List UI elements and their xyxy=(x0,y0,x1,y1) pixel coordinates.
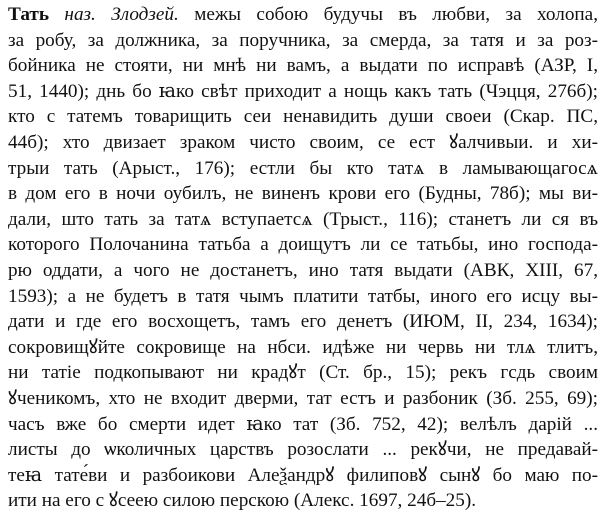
entry-line: ни татіе подкопывают ни крадꙋт (Ст. бр., 15); рекъ гсдь своим xyxy=(8,362,598,384)
entry-line: дали, што тать за татѧ вступаетсѧ (Трыст., 116); станетъ ли ся въ xyxy=(8,208,598,230)
entry-line: теꙗ тате́ви и разбоикови Алеѯандрꙋ филиповꙋ сынꙋ бо маю по- xyxy=(8,464,598,486)
entry-grammar: наз. Злодзей. xyxy=(64,4,179,25)
entry-line: листы до ѡколичных царствъ розослати ... рекꙋчи, не предавай- xyxy=(8,439,598,461)
entry-line: трыи тать (Арыст., 176); естли бы кто татѧ в ламывающагосѧ xyxy=(8,157,598,179)
entry-line: часъ вже бо смерти идет ꙗко тат (Зб. 752, 42); велѣлъ дарій ... xyxy=(8,413,598,435)
entry-line: за робу, за должника, за поручника, за смерда, за татя и за роз- xyxy=(8,29,598,51)
entry-first-line-text: межы собою будучы въ любви, за холопа, xyxy=(178,4,598,25)
entry-line: ити на его с ꙋсеею силою перскою (Алекс. 1697, 24б–25). xyxy=(8,490,477,512)
entry-line: сокровищꙋйте сокровище на нбси. идѣже ни червь ни тлѧ тлитъ, xyxy=(8,336,598,358)
entry-line: 1593); а не будетъ в татя чымъ платити татбы, иного его исцу вы- xyxy=(8,285,598,307)
entry-line: которого Полочанина татьба а доищутъ ли се татьбы, ино господа- xyxy=(8,234,598,256)
entry-line: ꙋченикомъ, хто не входит дверми, тат естъ и разбоник (Зб. 255, 69); xyxy=(8,387,598,409)
entry-line: бойника не стояти, ни мнѣ ни вамъ, а выдати по исправѣ (АЗР, I, xyxy=(8,55,598,77)
entry-line: кто с татемъ товарищить сеи ненавидить души своеи (Скар. ПС, xyxy=(8,106,598,128)
entry-headword: Тать xyxy=(8,4,49,25)
entry-line: дати и где его восхощетъ, тамъ его денетъ (ИЮМ, II, 234, 1634); xyxy=(8,311,598,333)
entry-line: 51, 1440); днь бо ꙗко свѣт приходит а нощь какъ тать (Чэцця, 276б); xyxy=(8,80,598,102)
entry-line: рю оддати, а чого не достанетъ, ино татя выдати (АВК, XIII, 67, xyxy=(8,259,598,281)
entry-line: 44б); хто двизает зраком чисто своим, се ест ꙋалчивыи. и хи- xyxy=(8,131,598,153)
entry-line-1 xyxy=(8,2,598,28)
entry-line: в дом его в ночи оубилъ, не виненъ крови его (Будны, 78б); мы ви- xyxy=(8,183,598,205)
